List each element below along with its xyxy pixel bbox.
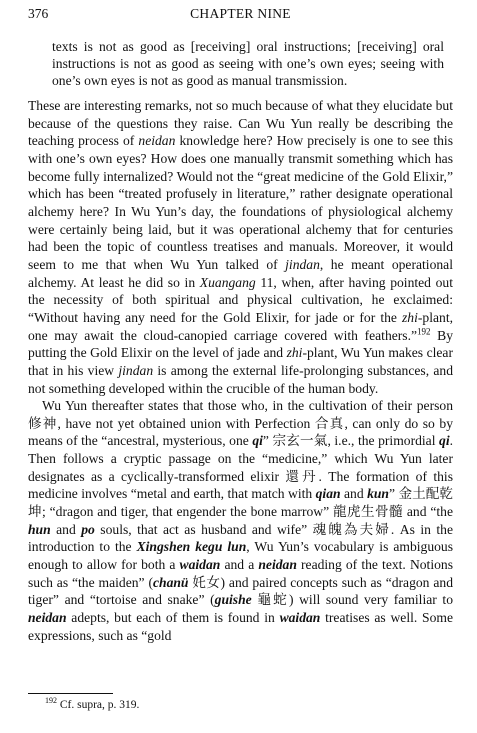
text-run: -plant, Wu Yun makes clear that in his view xyxy=(28,345,453,378)
text-run: Wu Yun thereafter states that those who, in the cultivation of their person 修神, have not yet obtained union with Perfection 合真, can only do so by means of the “ancestral, mysterious, one xyxy=(28,398,453,449)
footnote xyxy=(45,696,140,711)
paragraph-2 xyxy=(28,397,453,644)
text-run: is among the external life-prolonging substances, and not something developed within the crucible of the human body. xyxy=(28,362,453,396)
text-run: treatises as well. Some expressions, such as “gold xyxy=(28,610,453,643)
italic-title: Xingshen kegu lun xyxy=(136,539,247,555)
text-run: ” 金土配乾坤; “dragon and tiger, that engender the bone marrow” 龍虎生骨髓 and “the xyxy=(28,486,453,520)
paragraph-1 xyxy=(28,97,453,397)
footnote-rule xyxy=(28,693,113,694)
text-run: ” 宗玄一氣, i.e., the primordial xyxy=(262,433,440,449)
italic-term: neidan xyxy=(138,133,176,149)
page-header xyxy=(28,6,453,24)
text-run: , he meant operational alchemy. At least he did so in xyxy=(28,256,453,290)
italic-term: kun xyxy=(367,486,389,502)
italic-term: chanü xyxy=(152,574,189,590)
italic-term: waidan xyxy=(279,610,321,626)
text-run: These are interesting remarks, not so much because of what they elucidate but because of the questions they raise. Can Wu Yun really be describing the teaching process of xyxy=(28,98,453,149)
text-run: adepts, but each of them is found in xyxy=(66,610,280,626)
text-run: souls, that act as husband and wife” 魂魄為夫婦. As in the introduction to the xyxy=(28,521,453,555)
italic-term: neidan xyxy=(258,557,297,573)
italic-term: qian xyxy=(315,486,341,502)
italic-term: qi xyxy=(439,433,450,449)
italic-term: jindan xyxy=(118,362,154,378)
italic-term: po xyxy=(81,521,95,537)
text-run: 11, when, after having pointed out the necessity of both spiritual and physical cultivation, he exclaimed: “Without having any need for the Gold Elixir, for jade or for the xyxy=(28,274,454,325)
italic-term: zhi xyxy=(286,345,303,361)
footnote-text: Cf. supra, p. 319. xyxy=(57,699,140,711)
italic-term: guishe xyxy=(214,592,252,608)
text-run: reading of the text. Notions such as “the maiden” ( xyxy=(28,557,453,590)
text-run: 龜蛇) will sound very familiar to xyxy=(251,592,453,608)
italic-term: zhi xyxy=(402,309,418,325)
text-run: knowledge here? How precisely is one to see this with one’s own eyes? How does one manually transmit something which has become fully internalized? Would not the “great medicine of the Gold Elixir,” which has been “treated profusely in literature,” rather designate operational alchemy here? In Wu Yun’s day, the foundations of physiological alchemy were certainly being laid, but it was operational alchemy that for centuries had been the topic of countless treatises and manuals. Moreover, it would seem to me that when Wu Yun talked of xyxy=(28,133,453,272)
text-run: , Wu Yun’s vocabulary is ambiguous enough to allow for both a xyxy=(28,539,454,573)
running-head: CHAPTER NINE xyxy=(190,6,291,21)
body-text xyxy=(28,97,453,644)
text-run: By putting the Gold Elixir on the level of jade and xyxy=(28,327,453,361)
footnote-number: 192 xyxy=(45,696,57,706)
italic-term: neidan xyxy=(28,610,67,626)
italic-title: Xuangang xyxy=(199,274,256,290)
text-run: -plant, one may await the cloud-canopied carriage covered with feathers.” xyxy=(28,309,453,343)
text-run: 奼女) and paired concepts such as “dragon and tiger” and “tortoise and snake” ( xyxy=(28,574,453,608)
italic-term: waidan xyxy=(179,557,221,573)
footnote-ref[interactable]: 192 xyxy=(417,326,431,336)
italic-term: hun xyxy=(28,521,51,537)
page-number: 376 xyxy=(28,6,49,21)
text-run: and xyxy=(50,521,82,537)
italic-term: jindan xyxy=(285,256,320,272)
text-run: . Then follows a cryptic passage on the “medicine,” which Wu Yun later designates as a cyclically-transformed elixir 還丹. The formation of this medicine involves “metal and earth, that match with xyxy=(28,433,454,502)
block-quote: texts is not as good as [receiving] oral instructions; [receiving] oral instructions is not as good as seeing with one’s own eyes; seeing with one’s own eyes is not as good as manual transmission. xyxy=(52,39,444,88)
italic-term: qi xyxy=(252,433,263,449)
text-run: and xyxy=(340,486,368,502)
text-run: and a xyxy=(220,557,259,573)
